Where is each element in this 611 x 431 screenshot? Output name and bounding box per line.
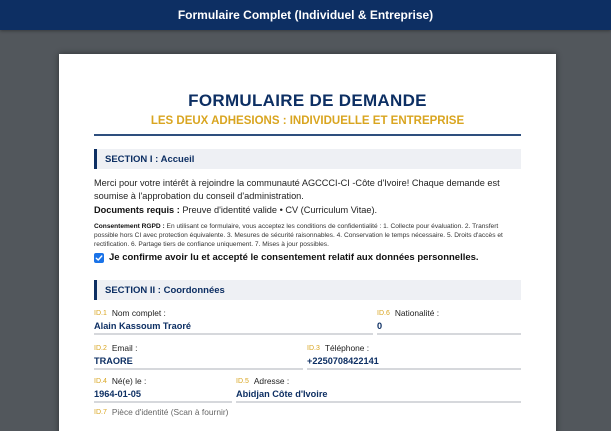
field-adresse[interactable] [236,375,521,403]
window-title: Formulaire Complet (Individuel & Entreprise) [177,8,434,22]
docs-label: Documents requis : [94,205,180,215]
page-subtitle: LES DEUX ADHESIONS : INDIVIDUELLE ET ENTREPRISE [150,115,465,127]
field-piece-identite[interactable] [94,406,394,418]
section-2-header [94,280,521,300]
title-divider [94,134,521,136]
intro-text: Merci pour votre intérêt à rejoindre la communauté AGCCCI-CI -Côte d'Ivoire! Chaque demande est soumise à l'approbation du conseil d'administration. [94,178,500,201]
field-label: Pièce d'identité (Scan à fournir) [111,407,229,417]
field-id: ID.3 [307,344,320,352]
field-id: ID.2 [94,344,107,352]
form-document [59,54,556,431]
docs-value: Preuve d'identité valide • CV (Curriculum Vitae). [179,205,378,215]
field-nom-complet[interactable] [94,307,373,335]
rgpd-label: Consentement RGPD : [94,223,165,230]
field-id: ID.7 [94,408,107,416]
rgpd-consent-text [94,223,524,249]
checkmark-icon [95,254,103,262]
field-label: Adresse : [253,376,290,386]
field-value[interactable]: 0 [377,321,383,331]
field-value[interactable]: TRAORE [94,356,133,366]
field-id: ID.1 [94,309,107,317]
field-label: Nationalité : [394,308,440,318]
required-documents [94,205,524,215]
field-value[interactable]: Alain Kassoum Traoré [94,321,192,331]
section-2-title: SECTION II : Coordonnées [105,284,225,296]
page-title: FORMULAIRE DE DEMANDE [188,91,427,110]
field-email[interactable] [94,342,303,370]
field-value[interactable]: Abidjan Côte d'Ivoire [236,389,328,399]
field-id: ID.4 [94,377,107,385]
field-value[interactable]: +2250708422141 [307,356,379,366]
field-date-naissance[interactable] [94,375,232,403]
consent-checkbox-row[interactable] [94,252,524,263]
field-telephone[interactable] [307,342,521,370]
field-value[interactable]: 1964-01-05 [94,389,141,399]
window-title-bar [0,0,611,30]
section-1-header [94,149,521,169]
field-id: ID.5 [236,377,249,385]
field-label: Email : [111,343,138,353]
consent-label: Je confirme avoir lu et accepté le consentement relatif aux données personnelles. [109,252,479,263]
section-1-title: SECTION I : Accueil [105,153,195,165]
field-label: Nom complet : [111,308,166,318]
rgpd-body: En utilisant ce formulaire, vous acceptez les conditions de confidentialité : 1. Collecte pour évaluation. 2. Transfert possible hors CI avec protection équivalente. 3. Mesures de sécurité raisonnables. 4. Conservation le temps nécessaire. 5. Droits d'accès et rectification. 6. Partage tiers de confiance uniquement. 7. Mises à jour possibles. [94,223,503,248]
consent-checkbox[interactable] [94,253,104,263]
field-nationalite[interactable] [377,307,521,335]
field-label: Téléphone : [324,343,370,353]
field-label: Né(e) le : [111,376,147,386]
field-id: ID.6 [377,309,390,317]
